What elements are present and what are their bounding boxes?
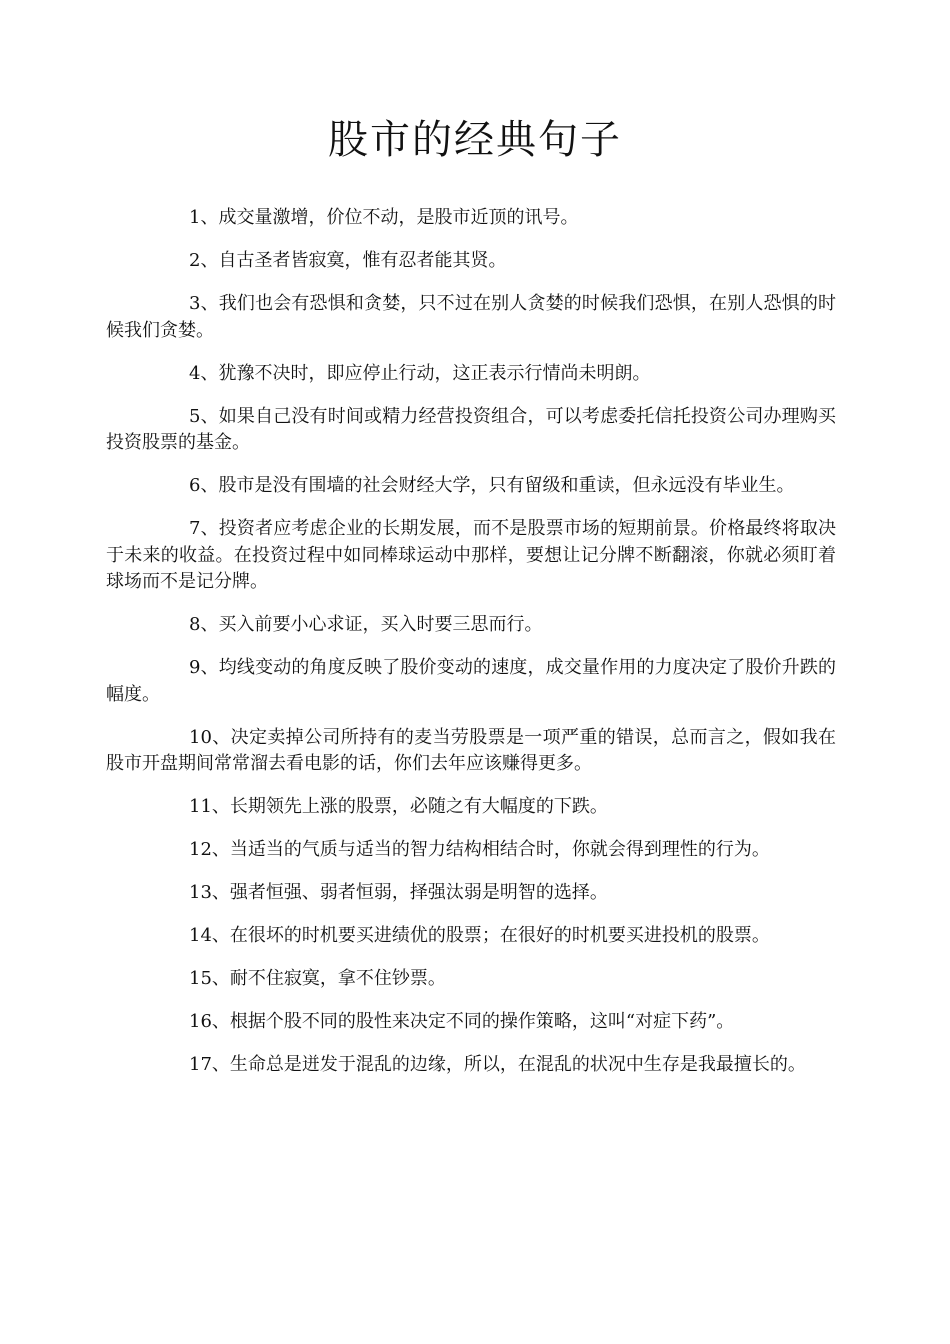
quote-paragraph-6: 6、股市是没有围墙的社会财经大学，只有留级和重读，但永远没有毕业生。 [189, 475, 795, 496]
quote-paragraph-2: 2、自古圣者皆寂寞，惟有忍者能其贤。 [189, 250, 507, 271]
quote-paragraph-12: 12、当适当的气质与适当的智力结构相结合时，你就会得到理性的行为。 [189, 839, 770, 860]
quote-paragraph-14: 14、在很坏的时机要买进绩优的股票；在很好的时机要买进投机的股票。 [189, 925, 770, 946]
quote-paragraph-16: 16、根据个股不同的股性来决定不同的操作策略，这叫“对症下药”。 [189, 1011, 735, 1032]
quote-paragraph-11: 11、长期领先上涨的股票，必随之有大幅度的下跌。 [189, 796, 608, 817]
quote-paragraph-5: 5、如果自己没有时间或精力经营投资组合，可以考虑委托信托投资公司办理购买投资股票的基金。 [106, 405, 836, 453]
quote-paragraph-13: 13、强者恒强、弱者恒弱，择强汰弱是明智的选择。 [189, 882, 608, 903]
document-body [106, 205, 836, 1095]
quote-paragraph-8: 8、买入前要小心求证，买入时要三思而行。 [189, 614, 543, 635]
document-title: 股市的经典句子 [328, 117, 622, 163]
quote-paragraph-15: 15、耐不住寂寞，拿不住钞票。 [189, 968, 446, 989]
quote-paragraph-4: 4、犹豫不决时，即应停止行动，这正表示行情尚未明朗。 [189, 362, 651, 384]
quote-paragraph-9: 9、均线变动的角度反映了股价变动的速度，成交量作用的力度决定了股价升跌的幅度。 [106, 657, 836, 705]
quote-paragraph-1: 1、成交量激增，价位不动，是股市近顶的讯号。 [189, 207, 579, 228]
quote-paragraph-10: 10、决定卖掉公司所持有的麦当劳股票是一项严重的错误，总而言之，假如我在股市开盘期间常常溜去看电影的话，你们去年应该赚得更多。 [106, 726, 836, 774]
quote-paragraph-17: 17、生命总是迸发于混乱的边缘，所以，在混乱的状况中生存是我最擅长的。 [189, 1054, 806, 1075]
quote-paragraph-7: 7、投资者应考虑企业的长期发展，而不是股票市场的短期前景。价格最终将取决于未来的收益。在投资过程中如同棒球运动中那样，要想让记分牌不断翻滚，你就必须盯着球场而不是记分牌。 [106, 518, 836, 592]
quote-paragraph-3: 3、我们也会有恐惧和贪婪，只不过在别人贪婪的时候我们恐惧，在别人恐惧的时候我们贪婪。 [106, 293, 836, 341]
